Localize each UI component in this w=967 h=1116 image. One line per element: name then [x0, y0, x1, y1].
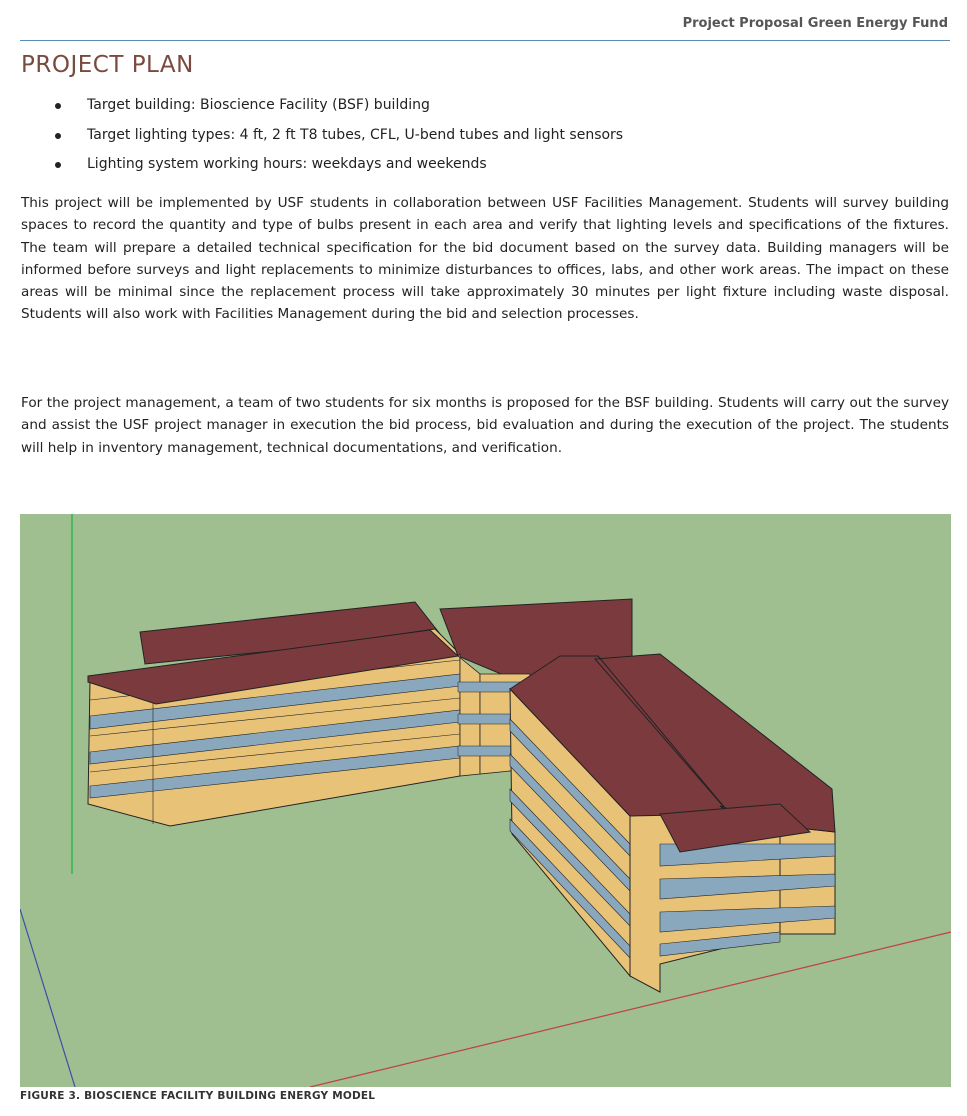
bullet-item: Target lighting types: 4 ft, 2 ft T8 tubes, CFL, U-bend tubes and light sensors [52, 121, 623, 151]
paragraph-implementation: This project will be implemented by USF students in collaboration between USF Facilities Management. Students will survey building spaces to record the quantity and type of bulbs present in each area and verify that lighting levels and specifications of the fixtures. The team will prepare a detailed technical specification for the bid document based on the survey data. Building managers will be informed before surveys and light replacements to minimize disturbances to offices, labs, and other work areas. The impact on these areas will be minimal since the replacement process will take approximately 30 minutes per light fixture including waste disposal. Students will also work with Facilities Management during the bid and selection processes. [21, 195, 949, 323]
bullet-list [52, 91, 623, 180]
bullet-item: Target building: Bioscience Facility (BSF) building [52, 91, 623, 121]
header-title: Project Proposal Green Energy Fund [682, 16, 948, 31]
figure-caption: FIGURE 3. BIOSCIENCE FACILITY BUILDING ENERGY MODEL [20, 1090, 376, 1102]
section-title: PROJECT PLAN [21, 52, 194, 78]
building-model-figure [20, 514, 951, 1087]
paragraph-management: For the project management, a team of two students for six months is proposed for the BSF building. Students will carry out the survey and assist the USF project manager in execution the bid process, bid evaluation and during the execution of the project. The students will help in inventory management, technical documentations, and verification. [21, 395, 949, 456]
axis-blue-line [20, 909, 75, 1087]
page-header [20, 0, 950, 41]
building-model-image [20, 514, 951, 1087]
bullet-item: Lighting system working hours: weekdays and weekends [52, 150, 623, 180]
